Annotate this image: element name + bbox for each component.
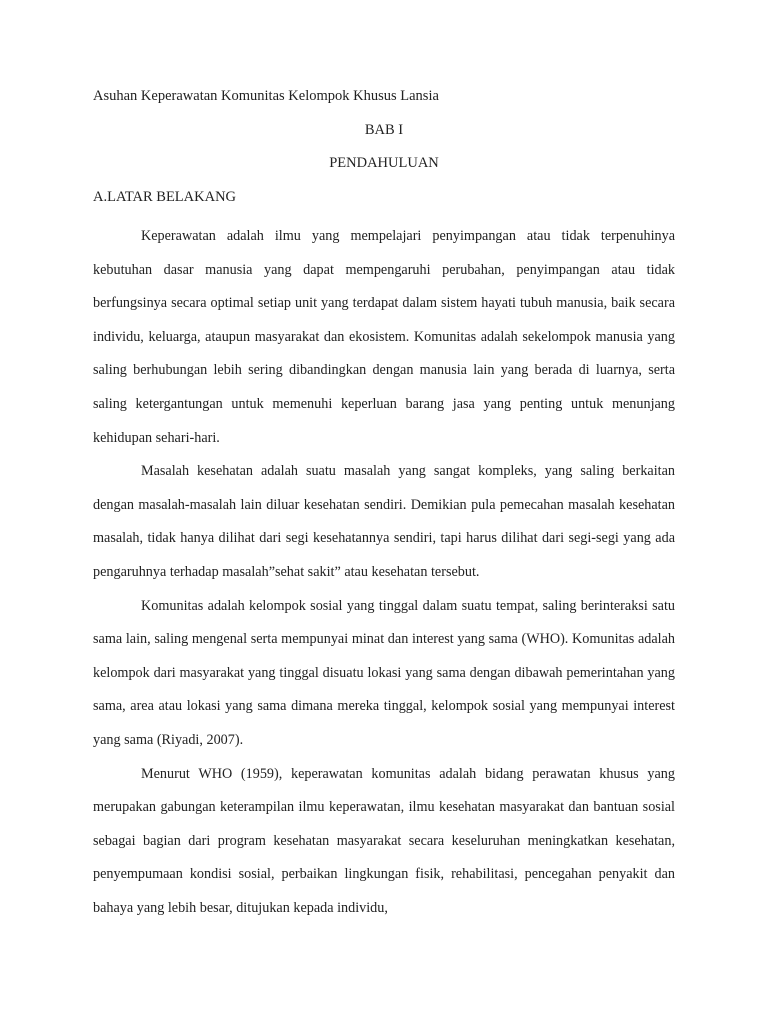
section-heading: A.LATAR BELAKANG bbox=[93, 189, 237, 205]
chapter-title: PENDAHULUAN bbox=[329, 155, 439, 171]
paragraph: Menurut WHO (1959), keperawatan komunitas adalah bidang perawatan khusus yang merupakan gabungan keterampilan ilmu keperawatan, ilmu kesehatan masyarakat dan bantuan sosial sebagai bagian dari program kesehatan masyarakat secara keseluruhan meningkatkan kesehatan, penyempumaan kondisi sosial, perbaikan lingkungan fisik, rehabilitasi, pencegahan penyakit dan bahaya yang lebih besar, ditujukan kepada individu, bbox=[93, 765, 675, 916]
paragraph: Komunitas adalah kelompok sosial yang tinggal dalam suatu tempat, saling berinteraksi satu sama lain, saling mengenal serta mempunyai minat dan interest yang sama (WHO). Komunitas adalah kelompok dari masyarakat yang tinggal disuatu lokasi yang sama dengan dibawah pemerintahan yang sama, area atau lokasi yang sama dimana mereka tinggal, kelompok sosial yang mempunyai interest yang sama (Riyadi, 2007). bbox=[93, 597, 675, 748]
chapter-number: BAB I bbox=[364, 122, 404, 138]
document-title: Asuhan Keperawatan Komunitas Kelompok Khusus Lansia bbox=[93, 88, 439, 104]
document-body bbox=[93, 220, 675, 925]
paragraph: Keperawatan adalah ilmu yang mempelajari penyimpangan atau tidak terpenuhinya kebutuhan dasar manusia yang dapat mempengaruhi perubahan, penyimpangan atau tidak berfungsinya secara optimal setiap unit yang terdapat dalam sistem hayati tubuh manusia, baik secara individu, keluarga, ataupun masyarakat dan ekosistem. Komunitas adalah sekelompok manusia yang saling berhubungan lebih sering dibandingkan dengan manusia lain yang berada di luarnya, serta saling ketergantungan untuk memenuhi keperluan barang jasa yang penting untuk menunjang kehidupan sehari-hari. bbox=[93, 228, 675, 446]
paragraph: Masalah kesehatan adalah suatu masalah yang sangat kompleks, yang saling berkaitan dengan masalah-masalah lain diluar kesehatan sendiri. Demikian pula pemecahan masalah kesehatan masalah, tidak hanya dilihat dari segi kesehatannya sendiri, tapi harus dilihat dari segi-segi yang ada pengaruhnya terhadap masalah”sehat sakit” atau kesehatan tersebut. bbox=[93, 463, 675, 580]
